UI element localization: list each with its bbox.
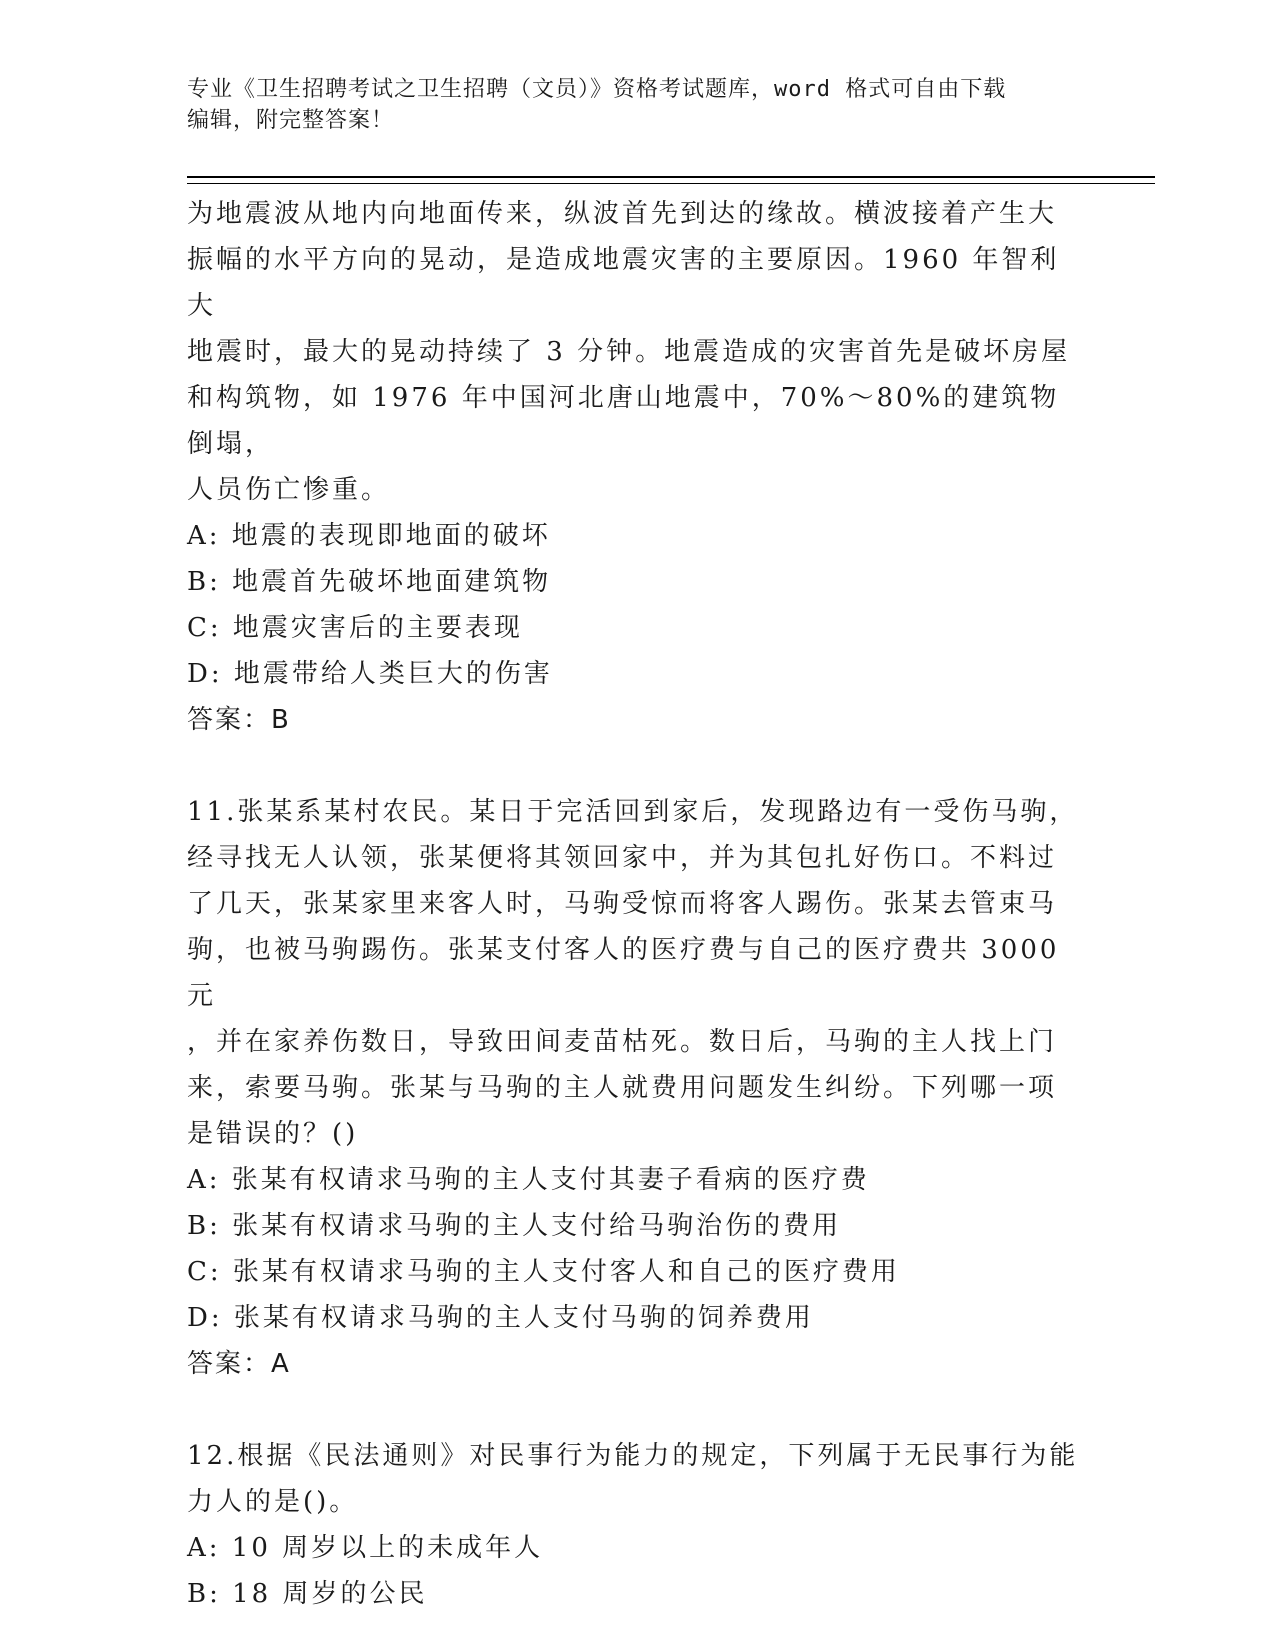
header-divider-thick <box>187 176 1155 178</box>
q11-question-line: 是错误的？() <box>187 1119 359 1149</box>
q12-question-line: 12.根据《民法通则》对民事行为能力的规定，下列属于无民事行为能 <box>187 1441 1079 1471</box>
q10-answer: 答案：B <box>187 705 291 735</box>
q11-question-line: ，并在家养伤数日，导致田间麦苗枯死。数日后，马驹的主人找上门 <box>187 1027 1058 1057</box>
q12-option-b: B: 18 周岁的公民 <box>187 1579 428 1609</box>
q10-option-b: B: 地震首先破坏地面建筑物 <box>187 567 552 597</box>
q10-explanation-line: 人员伤亡惨重。 <box>187 475 391 505</box>
q11-option-d: D: 张某有权请求马驹的主人支付马驹的饲养费用 <box>187 1303 814 1333</box>
q10-explanation-line: 振幅的水平方向的晃动，是造成地震灾害的主要原因。1960 年智利大 <box>187 245 1060 321</box>
q11-question-line: 来，索要马驹。张某与马驹的主人就费用问题发生纠纷。下列哪一项 <box>187 1073 1058 1103</box>
question-12-block <box>187 1433 1087 1617</box>
question-11-block <box>187 789 1087 1387</box>
q11-answer: 答案：A <box>187 1349 291 1379</box>
q10-option-d: D: 地震带给人类巨大的伤害 <box>187 659 553 689</box>
q10-option-c: C: 地震灾害后的主要表现 <box>187 613 523 643</box>
spacer <box>187 1387 1087 1433</box>
document-header <box>187 74 1087 136</box>
header-divider-thin <box>187 183 1155 184</box>
header-line-1: 专业《卫生招聘考试之卫生招聘（文员）》资格考试题库，word 格式可自由下载 <box>187 77 1007 102</box>
q12-question-line: 力人的是()。 <box>187 1487 359 1517</box>
spacer <box>187 743 1087 789</box>
q11-option-c: C: 张某有权请求马驹的主人支付客人和自己的医疗费用 <box>187 1257 900 1287</box>
header-line-2: 编辑，附完整答案！ <box>187 108 395 133</box>
question-10-block <box>187 191 1087 743</box>
q12-option-a: A: 10 周岁以上的未成年人 <box>187 1533 544 1563</box>
q10-explanation-line: 地震时，最大的晃动持续了 3 分钟。地震造成的灾害首先是破坏房屋 <box>187 337 1071 367</box>
q10-option-a: A: 地震的表现即地面的破坏 <box>187 521 551 551</box>
q11-option-b: B: 张某有权请求马驹的主人支付给马驹治伤的费用 <box>187 1211 842 1241</box>
q10-explanation-line: 和构筑物，如 1976 年中国河北唐山地震中，70%～80%的建筑物倒塌， <box>187 383 1060 459</box>
q11-option-a: A: 张某有权请求马驹的主人支付其妻子看病的医疗费 <box>187 1165 870 1195</box>
q11-question-line: 11.张某系某村农民。某日于完活回到家后，发现路边有一受伤马驹， <box>187 797 1079 827</box>
q11-question-line: 经寻找无人认领，张某便将其领回家中，并为其包扎好伤口。不料过 <box>187 843 1058 873</box>
q11-question-line: 驹，也被马驹踢伤。张某支付客人的医疗费与自己的医疗费共 3000 元 <box>187 935 1060 1011</box>
q10-explanation-line: 为地震波从地内向地面传来，纵波首先到达的缘故。横波接着产生大 <box>187 199 1058 229</box>
q11-question-line: 了几天，张某家里来客人时，马驹受惊而将客人踢伤。张某去管束马 <box>187 889 1058 919</box>
document-body <box>187 191 1087 1617</box>
